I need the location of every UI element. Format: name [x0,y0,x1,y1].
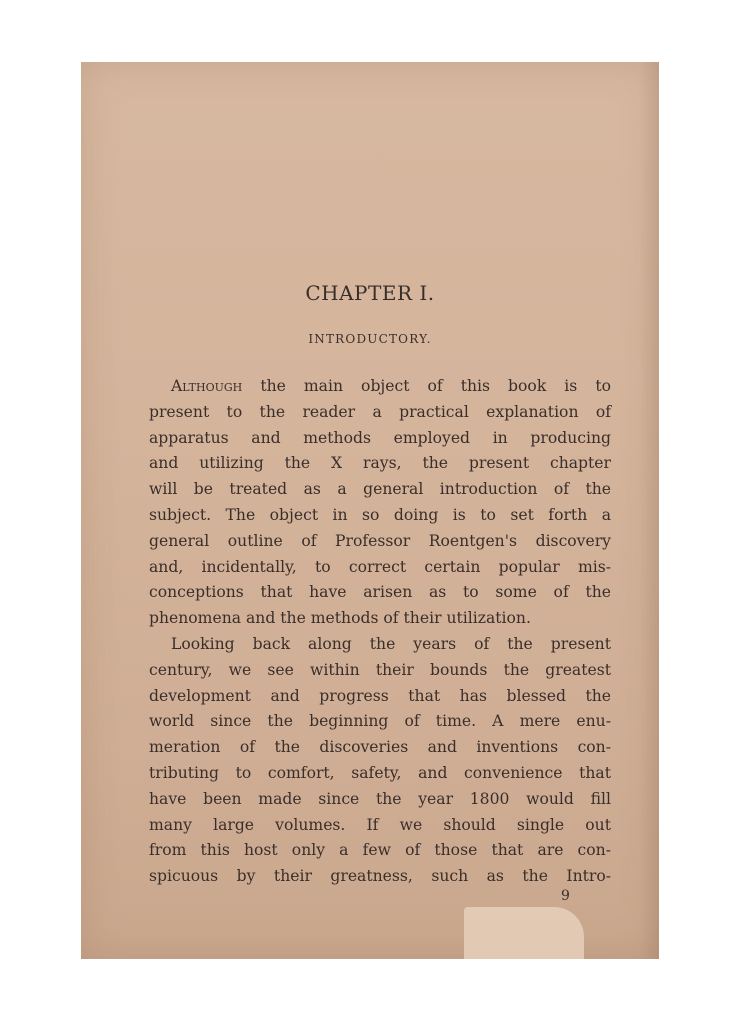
page-edge-shadow [639,62,659,959]
text-line: apparatus and methods employed in producing [149,428,611,447]
scanned-book-page [81,62,659,959]
page-number: 9 [561,888,570,904]
text-line: general outline of Professor Roentgen's discovery [149,531,611,550]
chapter-title: CHAPTER I. [305,281,435,305]
text-line: subject. The object in so doing is to set forth a [149,505,611,524]
text-line: have been made since the year 1800 would fill [149,789,611,808]
text-line: will be treated as a general introduction of the [149,480,611,499]
text-line: world since the beginning of time. A mere enu- [149,712,611,731]
text-line: present to the reader a practical explanation of [149,402,611,421]
paper-tear-mark [464,907,584,959]
chapter-subtitle: INTRODUCTORY. [308,332,432,346]
text-line: many large volumes. If we should single out [149,815,611,834]
text-line: development and progress that has blessed the [149,686,611,705]
text-line: phenomena and the methods of their utilization. [149,609,531,628]
text-line: and utilizing the X rays, the present chapter [149,454,611,473]
text-line: from this host only a few of those that are con- [149,841,611,860]
lead-word: Although [171,377,243,395]
text-line: conceptions that have arisen as to some of the [149,583,611,602]
chapter-body [149,374,611,890]
text-line: and, incidentally, to correct certain popular mis- [149,557,611,576]
text-line: meration of the discoveries and inventions con- [149,738,611,757]
text-line: Looking back along the years of the present [171,634,611,653]
text-line: Although the main object of this book is to [171,377,611,395]
text-line: tributing to comfort, safety, and convenience that [149,763,611,782]
text-line: century, we see within their bounds the greatest [149,660,611,679]
text-line: spicuous by their greatness, such as the Intro- [149,867,611,886]
